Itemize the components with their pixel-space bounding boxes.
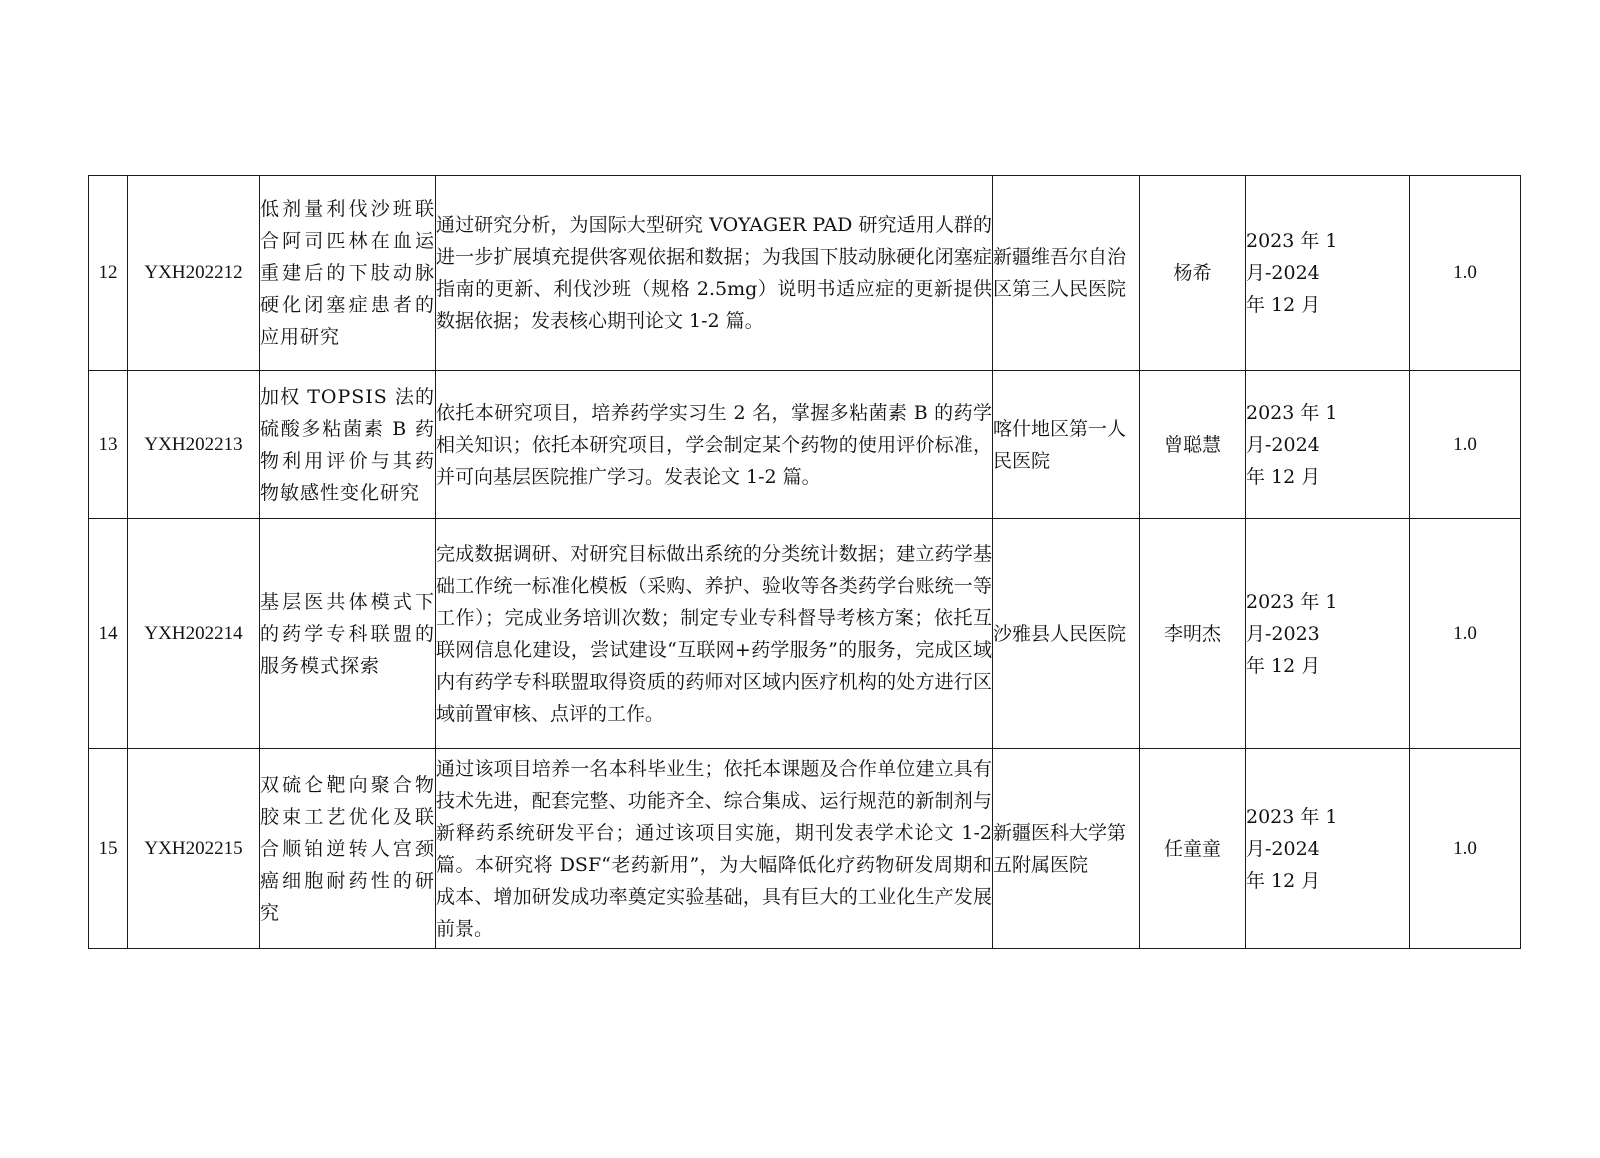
project-leader: 任童童 [1140,749,1246,949]
project-unit: 喀什地区第一人民医院 [993,371,1140,519]
row-number: 13 [89,371,128,519]
project-name: 双硫仑靶向聚合物胶束工艺优化及联合顺铂逆转人宫颈癌细胞耐药性的研究 [260,749,436,949]
project-name: 低剂量利伐沙班联合阿司匹林在血运重建后的下肢动脉硬化闭塞症患者的应用研究 [260,176,436,371]
period-end: 年 12 月 [1246,869,1321,892]
project-table-page [88,175,1520,949]
project-unit: 新疆医科大学第五附属医院 [993,749,1140,949]
project-goal: 通过该项目培养一名本科毕业生；依托本课题及合作单位建立具有技术先进，配套完整、功能齐全、综合集成、运行规范的新制剂与新释药系统研发平台；通过该项目实施，期刊发表学术论文 1-2 篇。本研究将 DSF“老药新用”，为大幅降低化疗药物研发周期和成本、增加研发成功率奠定实验基础，具有巨大的工业化生产发展前景。 [436,749,993,949]
project-code: YXH202212 [128,176,260,371]
period-end: 年 12 月 [1246,654,1321,677]
project-code: YXH202214 [128,519,260,749]
table-row [89,749,1521,949]
project-funding: 1.0 [1410,371,1521,519]
table-row [89,519,1521,749]
project-code: YXH202215 [128,749,260,949]
project-unit: 新疆维吾尔自治区第三人民医院 [993,176,1140,371]
project-leader: 杨希 [1140,176,1246,371]
period-end: 年 12 月 [1246,294,1321,316]
period-start: 2023 年 1 月-2024 [1246,401,1338,456]
row-number: 14 [89,519,128,749]
period-start: 2023 年 1 月-2024 [1246,805,1338,860]
project-period [1246,519,1410,749]
project-code: YXH202213 [128,371,260,519]
table-row [89,176,1521,371]
project-funding: 1.0 [1410,519,1521,749]
project-name: 基层医共体模式下的药学专科联盟的服务模式探索 [260,519,436,749]
project-goal: 通过研究分析，为国际大型研究 VOYAGER PAD 研究适用人群的进一步扩展填充提供客观依据和数据；为我国下肢动脉硬化闭塞症指南的更新、利伐沙班（规格 2.5mg）说明书适应症的更新提供数据依据；发表核心期刊论文 1-2 篇。 [436,176,993,371]
project-leader: 曾聪慧 [1140,371,1246,519]
project-goal: 完成数据调研、对研究目标做出系统的分类统计数据；建立药学基础工作统一标准化模板（采购、养护、验收等各类药学台账统一等工作）；完成业务培训次数；制定专业专科督导考核方案；依托互联网信息化建设，尝试建设“互联网+药学服务”的服务，完成区域内有药学专科联盟取得资质的药师对区域内医疗机构的处方进行区域前置审核、点评的工作。 [436,519,993,749]
row-number: 15 [89,749,128,949]
project-funding: 1.0 [1410,176,1521,371]
project-period [1246,176,1410,371]
row-number: 12 [89,176,128,371]
project-leader: 李明杰 [1140,519,1246,749]
table-row [89,371,1521,519]
period-start: 2023 年 1 月-2023 [1246,590,1338,645]
period-start: 2023 年 1 月-2024 [1246,230,1338,284]
project-unit: 沙雅县人民医院 [993,519,1140,749]
project-period [1246,749,1410,949]
project-table [88,175,1521,949]
project-period [1246,371,1410,519]
period-end: 年 12 月 [1246,465,1321,488]
project-name: 加权 TOPSIS 法的硫酸多粘菌素 B 药物利用评价与其药物敏感性变化研究 [260,371,436,519]
project-funding: 1.0 [1410,749,1521,949]
project-goal: 依托本研究项目，培养药学实习生 2 名，掌握多粘菌素 B 的药学相关知识；依托本研究项目，学会制定某个药物的使用评价标准，并可向基层医院推广学习。发表论文 1-2 篇。 [436,371,993,519]
